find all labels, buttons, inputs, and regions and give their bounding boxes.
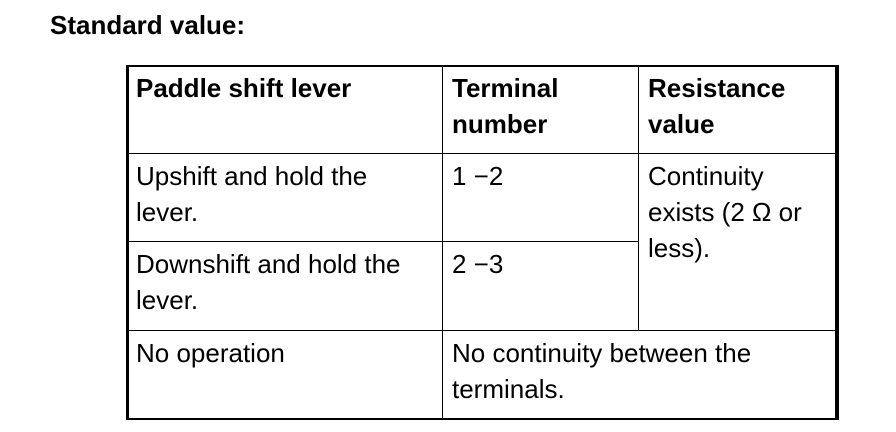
cell-terminal-1-2: 1 −2: [443, 154, 639, 242]
cell-resistance-continuity: Continuity exists (2 Ω or less).: [639, 154, 839, 331]
cell-no-continuity: No continuity between the terminals.: [443, 331, 839, 420]
table-header-row: [127, 66, 839, 154]
header-terminal-number: Terminal number: [443, 66, 639, 154]
cell-terminal-2-3: 2 −3: [443, 242, 639, 331]
table-row: [127, 331, 839, 420]
table-row: [127, 154, 839, 242]
header-resistance-value: Resistance value: [639, 66, 839, 154]
cell-lever-no-operation: No operation: [127, 331, 443, 420]
header-paddle-shift-lever: Paddle shift lever: [127, 66, 443, 154]
cell-lever-upshift: Upshift and hold the lever.: [127, 154, 443, 242]
standard-value-heading: Standard value:: [50, 10, 246, 40]
cell-lever-downshift: Downshift and hold the lever.: [127, 242, 443, 331]
standard-value-table: [126, 65, 839, 420]
